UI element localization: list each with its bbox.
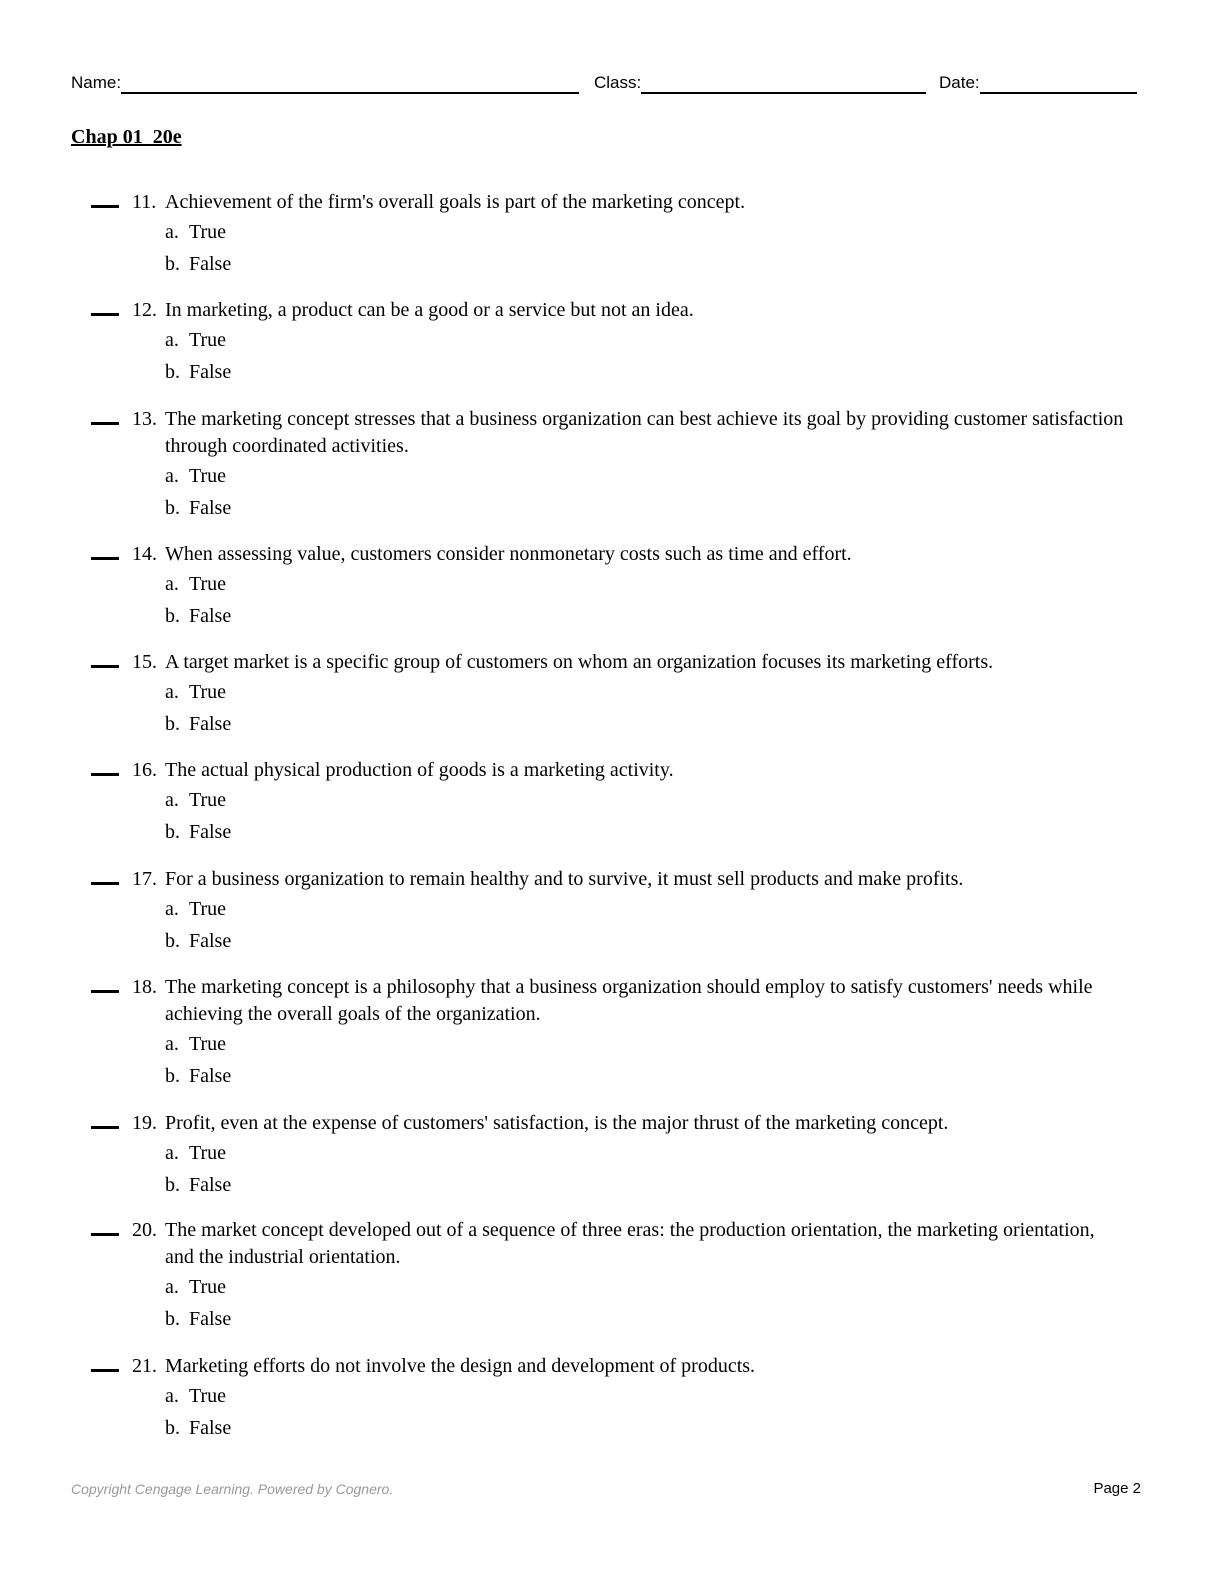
- option-text: True: [189, 329, 227, 351]
- answer-option[interactable]: [165, 603, 231, 630]
- option-letter: b.: [165, 1308, 180, 1330]
- option-text: False: [189, 497, 232, 519]
- option-text: False: [189, 930, 232, 952]
- option-text: True: [189, 573, 227, 595]
- option-letter: a.: [165, 221, 179, 243]
- option-text: True: [189, 681, 227, 703]
- page-title: Chap 01_20e: [71, 126, 182, 148]
- answer-option[interactable]: [165, 1274, 226, 1301]
- option-text: False: [189, 1174, 232, 1196]
- option-letter: b.: [165, 930, 180, 952]
- answer-option[interactable]: [165, 711, 231, 738]
- question-text: The marketing concept stresses that a business organization can best achieve its goal by providing customer satisfaction through coordinated activities.: [165, 408, 1124, 457]
- option-text: False: [189, 1065, 232, 1087]
- answer-option[interactable]: [165, 928, 231, 955]
- option-text: True: [189, 221, 227, 243]
- name-field: [71, 72, 579, 94]
- answer-option[interactable]: [165, 1063, 231, 1090]
- option-letter: b.: [165, 605, 180, 627]
- option-letter: b.: [165, 1065, 180, 1087]
- option-letter: a.: [165, 1385, 179, 1407]
- option-letter: b.: [165, 713, 180, 735]
- answer-blank[interactable]: [91, 882, 119, 885]
- option-text: True: [189, 1385, 227, 1407]
- option-letter: a.: [165, 1033, 179, 1055]
- option-text: True: [189, 1142, 227, 1164]
- question-text: Achievement of the firm's overall goals is part of the marketing concept.: [165, 191, 746, 213]
- option-text: True: [189, 898, 227, 920]
- option-letter: b.: [165, 361, 180, 383]
- option-letter: a.: [165, 1142, 179, 1164]
- answer-option[interactable]: [165, 896, 226, 923]
- question-number: 16.: [132, 759, 157, 781]
- answer-blank[interactable]: [91, 665, 119, 668]
- answer-option[interactable]: [165, 571, 226, 598]
- answer-blank[interactable]: [91, 990, 119, 993]
- answer-option[interactable]: [165, 1140, 226, 1167]
- question-number: 18.: [132, 976, 157, 998]
- class-label: Class:: [594, 73, 642, 92]
- answer-option[interactable]: [165, 787, 226, 814]
- option-letter: b.: [165, 1174, 180, 1196]
- question-text: In marketing, a product can be a good or a service but not an idea.: [165, 299, 694, 321]
- option-letter: a.: [165, 898, 179, 920]
- option-text: False: [189, 821, 232, 843]
- option-text: False: [189, 1417, 232, 1439]
- question-number: 14.: [132, 543, 157, 565]
- option-text: False: [189, 361, 232, 383]
- name-label: Name:: [71, 73, 122, 92]
- option-text: True: [189, 1276, 227, 1298]
- option-letter: a.: [165, 329, 179, 351]
- question-text: When assessing value, customers consider nonmonetary costs such as time and effort.: [165, 543, 852, 565]
- option-text: True: [189, 789, 227, 811]
- option-letter: b.: [165, 1417, 180, 1439]
- question-number: 20.: [132, 1219, 157, 1241]
- class-field: [594, 72, 926, 94]
- header-fields: [71, 72, 1141, 98]
- date-field: [939, 72, 1137, 94]
- answer-blank[interactable]: [91, 1126, 119, 1129]
- answer-option[interactable]: [165, 251, 231, 278]
- answer-option[interactable]: [165, 495, 231, 522]
- option-letter: a.: [165, 1276, 179, 1298]
- option-text: False: [189, 1308, 232, 1330]
- question-number: 19.: [132, 1112, 157, 1134]
- option-text: False: [189, 253, 232, 275]
- answer-option[interactable]: [165, 1031, 226, 1058]
- answer-blank[interactable]: [91, 313, 119, 316]
- option-text: False: [189, 605, 232, 627]
- option-letter: a.: [165, 465, 179, 487]
- answer-option[interactable]: [165, 359, 231, 386]
- answer-option[interactable]: [165, 219, 226, 246]
- answer-blank[interactable]: [91, 1369, 119, 1372]
- question-text: The marketing concept is a philosophy that a business organization should employ to satisfy customers' needs while achieving the overall goals of the organization.: [165, 976, 1093, 1025]
- answer-option[interactable]: [165, 1383, 226, 1410]
- option-text: True: [189, 1033, 227, 1055]
- answer-blank[interactable]: [91, 773, 119, 776]
- question-text: Profit, even at the expense of customers' satisfaction, is the major thrust of the marketing concept.: [165, 1112, 949, 1134]
- question-number: 11.: [132, 191, 157, 213]
- answer-option[interactable]: [165, 1415, 231, 1442]
- class-blank-line[interactable]: [641, 72, 926, 94]
- option-text: True: [189, 465, 227, 487]
- page-number: Page 2: [1093, 1480, 1141, 1497]
- question-text: Marketing efforts do not involve the design and development of products.: [165, 1355, 756, 1377]
- question-number: 17.: [132, 868, 157, 890]
- option-letter: b.: [165, 821, 180, 843]
- question-number: 12.: [132, 299, 157, 321]
- date-label: Date:: [939, 73, 980, 92]
- question-text: The actual physical production of goods is a marketing activity.: [165, 759, 674, 781]
- answer-option[interactable]: [165, 1172, 231, 1199]
- question-number: 21.: [132, 1355, 157, 1377]
- name-blank-line[interactable]: [121, 72, 579, 94]
- option-letter: a.: [165, 681, 179, 703]
- answer-blank[interactable]: [91, 557, 119, 560]
- answer-blank[interactable]: [91, 422, 119, 425]
- copyright-footer: Copyright Cengage Learning. Powered by Cognero.: [71, 1481, 394, 1497]
- date-blank-line[interactable]: [980, 72, 1137, 94]
- option-letter: a.: [165, 789, 179, 811]
- answer-option[interactable]: [165, 1306, 231, 1333]
- option-text: False: [189, 713, 232, 735]
- question-text: The market concept developed out of a sequence of three eras: the production orientation, the marketing orientation, and the industrial orientation.: [165, 1219, 1095, 1268]
- question-number: 15.: [132, 651, 157, 673]
- question-text: A target market is a specific group of customers on whom an organization focuses its marketing efforts.: [165, 651, 994, 673]
- question-text: For a business organization to remain healthy and to survive, it must sell products and make profits.: [165, 868, 964, 890]
- answer-blank[interactable]: [91, 205, 119, 208]
- question-number: 13.: [132, 408, 157, 430]
- answer-option[interactable]: [165, 819, 231, 846]
- option-letter: b.: [165, 253, 180, 275]
- option-letter: a.: [165, 573, 179, 595]
- option-letter: b.: [165, 497, 180, 519]
- answer-option[interactable]: [165, 679, 226, 706]
- answer-blank[interactable]: [91, 1233, 119, 1236]
- answer-option[interactable]: [165, 327, 226, 354]
- answer-option[interactable]: [165, 463, 226, 490]
